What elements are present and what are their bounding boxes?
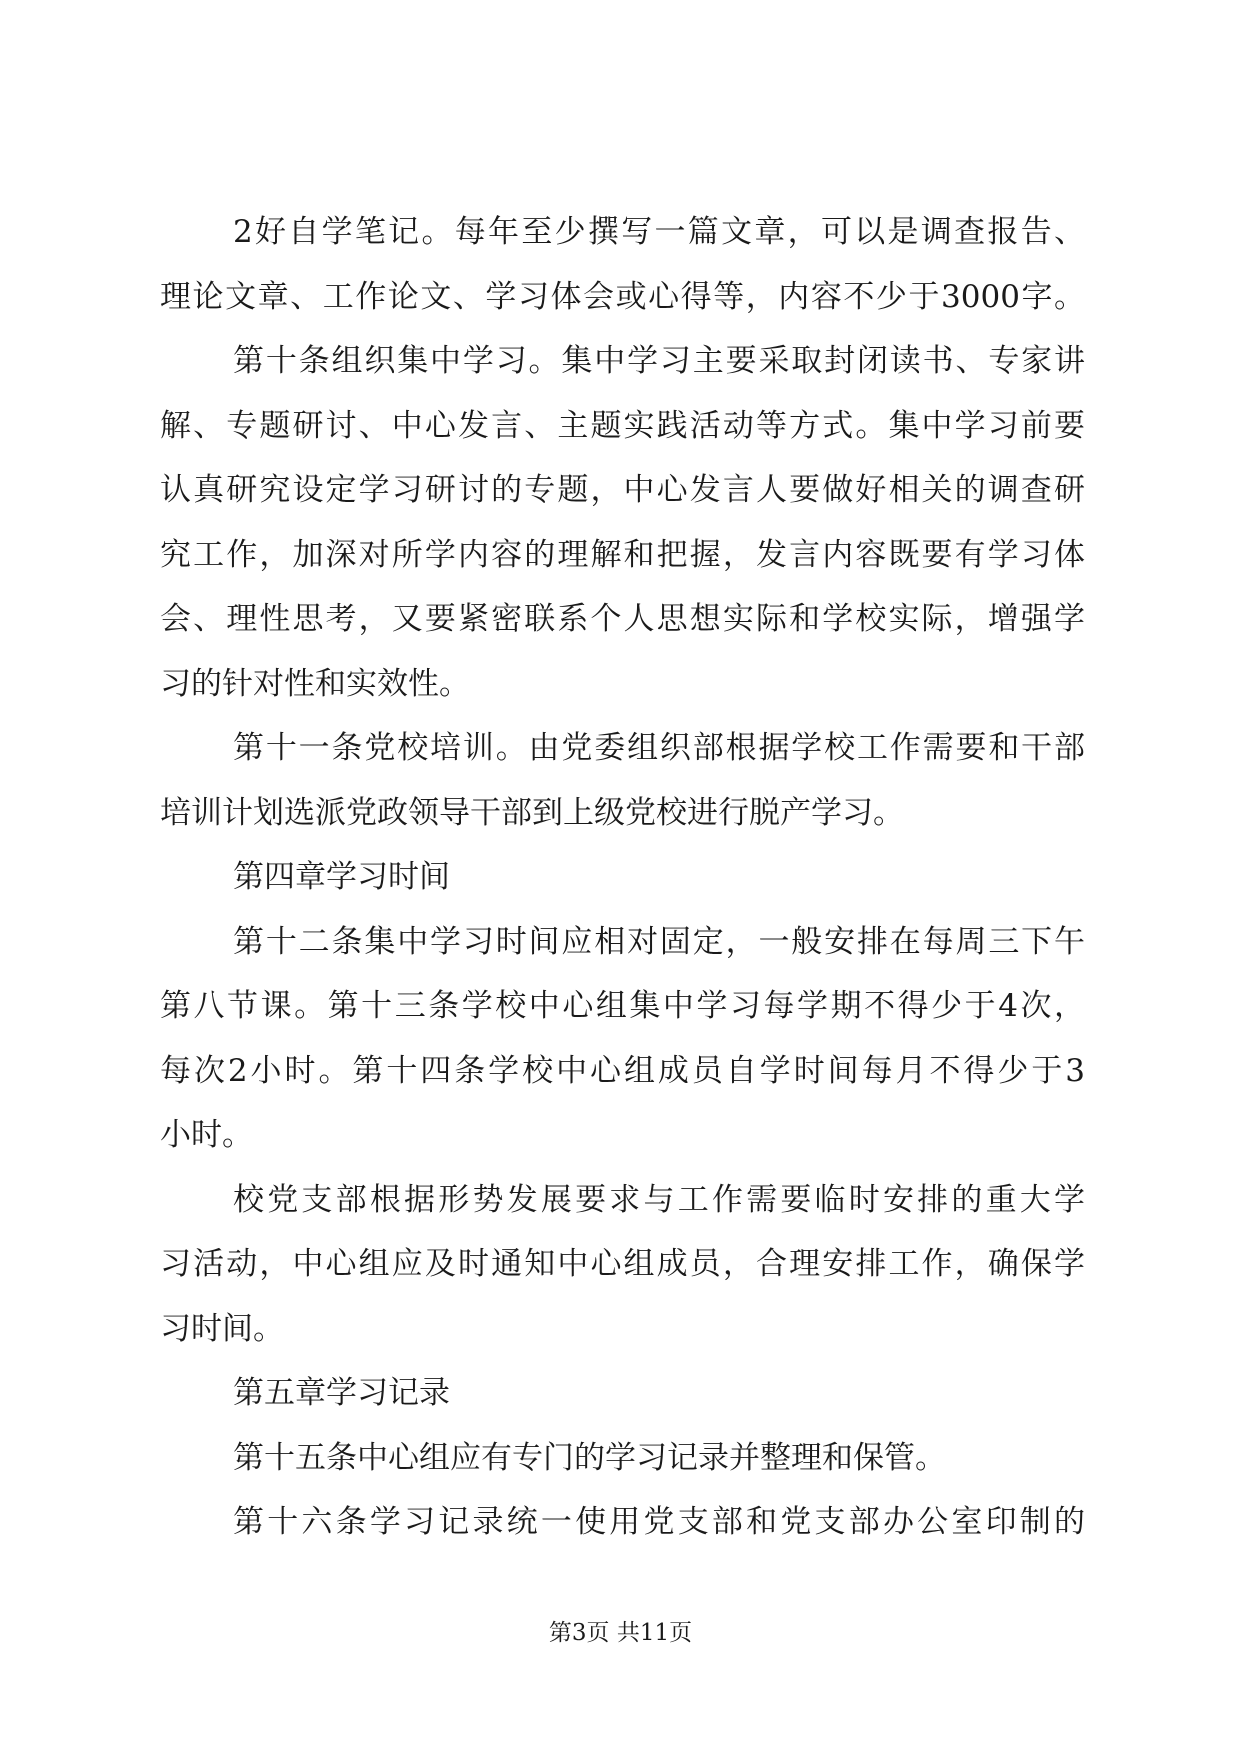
text-line: 习的针对性和实效性。 — [160, 665, 470, 702]
text-line: 理论文章、工作论文、学习体会或心得等，内容不少于3000字。 — [160, 278, 1085, 315]
text-line: 第五章学习记录 — [233, 1375, 450, 1411]
text-line: 第十六条学习记录统一使用党支部和党支部办公室印制的 — [233, 1504, 1085, 1540]
text-line: 习活动，中心组应及时通知中心组成员，合理安排工作，确保学 — [160, 1246, 1085, 1282]
document-body — [160, 200, 1085, 1555]
text-line: 第十二条集中学习时间应相对固定，一般安排在每周三下午 — [233, 923, 1085, 960]
text-line: 校党支部根据形势发展要求与工作需要临时安排的重大学 — [233, 1181, 1085, 1218]
text-line: 2好自学笔记。每年至少撰写一篇文章，可以是调查报告、 — [233, 214, 1085, 250]
text-line: 认真研究设定学习研讨的专题，中心发言人要做好相关的调查研 — [160, 472, 1085, 508]
text-line: 第四章学习时间 — [233, 859, 450, 895]
text-line: 第十条组织集中学习。集中学习主要采取封闭读书、专家讲 — [233, 343, 1085, 379]
text-line: 会、理性思考，又要紧密联系个人思想实际和学校实际，增强学 — [160, 601, 1085, 637]
text-line: 第十一条党校培训。由党委组织部根据学校工作需要和干部 — [233, 730, 1085, 766]
text-line: 第十五条中心组应有专门的学习记录并整理和保管。 — [233, 1439, 946, 1476]
text-line: 每次2小时。第十四条学校中心组成员自学时间每月不得少于3 — [160, 1052, 1085, 1089]
text-line: 习时间。 — [160, 1310, 284, 1347]
text-line: 解、专题研讨、中心发言、主题实践活动等方式。集中学习前要 — [160, 407, 1085, 444]
page-footer: 第3页 共11页 — [548, 1620, 693, 1646]
text-line: 第八节课。第十三条学校中心组集中学习每学期不得少于4次， — [160, 988, 1085, 1024]
text-line: 小时。 — [160, 1117, 253, 1153]
text-line: 究工作，加深对所学内容的理解和把握，发言内容既要有学习体 — [160, 536, 1085, 573]
text-line: 培训计划选派党政领导干部到上级党校进行脱产学习。 — [160, 794, 904, 831]
